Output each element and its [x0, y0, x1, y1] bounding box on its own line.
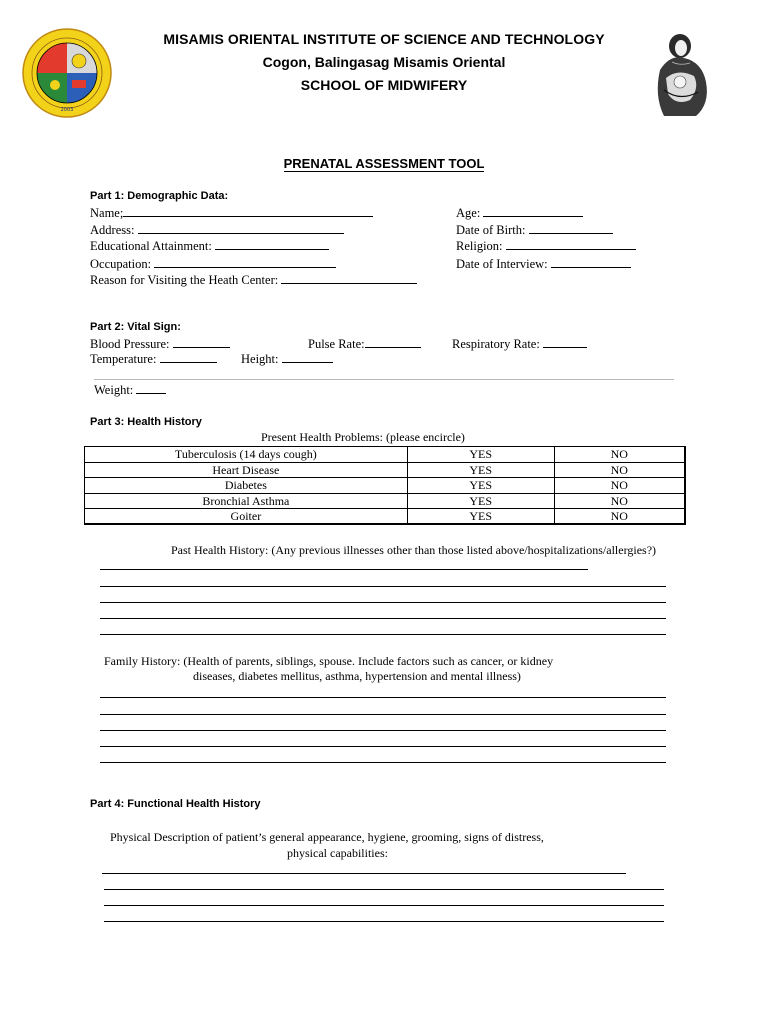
yes-option[interactable]: YES — [407, 493, 554, 509]
reason-line[interactable] — [281, 273, 417, 284]
interview-line[interactable] — [551, 257, 631, 268]
temp-label: Temperature: — [90, 352, 157, 366]
age-label: Age: — [456, 206, 481, 220]
family-history-line-4[interactable] — [100, 746, 666, 747]
institute-address: Cogon, Balingasag Misamis Oriental — [262, 54, 506, 70]
family-history-line-3[interactable] — [100, 730, 666, 731]
no-option[interactable]: NO — [554, 509, 685, 525]
past-history-line-4[interactable] — [100, 618, 666, 619]
weight-line[interactable] — [136, 383, 166, 394]
past-history-line-3[interactable] — [100, 602, 666, 603]
interview-label: Date of Interview: — [456, 257, 548, 271]
education-label: Educational Attainment: — [90, 239, 212, 253]
name-line[interactable] — [123, 206, 373, 217]
address-line[interactable] — [138, 223, 344, 234]
yes-option[interactable]: YES — [407, 478, 554, 494]
form-title-text: PRENATAL ASSESSMENT TOOL — [283, 156, 485, 171]
no-option[interactable]: NO — [554, 447, 685, 463]
past-history-caption: Past Health History: (Any previous illnesses other than those listed above/hospitalizations/allergies?) — [171, 543, 657, 557]
family-history-caption-1: Family History: (Health of parents, siblings, spouse. Include factors such as cancer, or kidney — [104, 654, 554, 668]
pulse-line[interactable] — [365, 337, 421, 348]
bp-line[interactable] — [173, 337, 230, 348]
seal-year: 2003 — [60, 107, 74, 113]
name-label: Name; — [90, 206, 124, 220]
no-option[interactable]: NO — [554, 478, 685, 494]
table-row — [85, 509, 686, 525]
reason-label: Reason for Visiting the Heath Center: — [90, 273, 279, 287]
physical-line-3[interactable] — [104, 905, 664, 906]
bp-label: Blood Pressure: — [90, 337, 170, 351]
institute-name: MISAMIS ORIENTAL INSTITUTE OF SCIENCE AND TECHNOLOGY — [163, 31, 605, 47]
table-row — [85, 493, 686, 509]
occupation-line[interactable] — [154, 257, 336, 268]
age-field[interactable] — [456, 206, 583, 221]
interview-field[interactable] — [456, 257, 631, 272]
height-field[interactable] — [241, 352, 333, 367]
yes-option[interactable]: YES — [407, 509, 554, 525]
dob-line[interactable] — [529, 223, 613, 234]
temp-line[interactable] — [160, 352, 217, 363]
part4-heading: Part 4: Functional Health History — [90, 798, 261, 810]
table-row — [85, 462, 686, 478]
yes-option[interactable]: YES — [407, 462, 554, 478]
problem-cell: Bronchial Asthma — [85, 493, 408, 509]
height-label: Height: — [241, 352, 279, 366]
physical-line-1[interactable] — [102, 873, 626, 874]
school-name: SCHOOL OF MIDWIFERY — [300, 77, 468, 93]
family-history-line-1[interactable] — [100, 697, 666, 698]
physical-caption-2: physical capabilities: — [287, 846, 388, 860]
health-problems-table — [84, 446, 686, 525]
education-field[interactable] — [90, 239, 329, 254]
weight-label: Weight: — [94, 383, 134, 397]
reason-field[interactable] — [90, 273, 417, 288]
dob-label: Date of Birth: — [456, 223, 526, 237]
religion-label: Religion: — [456, 239, 503, 253]
problem-cell: Diabetes — [85, 478, 408, 494]
pulse-label: Pulse Rate: — [308, 337, 365, 351]
problem-cell: Tuberculosis (14 days cough) — [85, 447, 408, 463]
occupation-field[interactable] — [90, 257, 336, 272]
past-history-line-1[interactable] — [100, 569, 588, 570]
religion-line[interactable] — [506, 239, 636, 250]
physical-line-2[interactable] — [104, 889, 664, 890]
education-line[interactable] — [215, 239, 329, 250]
part2-heading: Part 2: Vital Sign: — [90, 321, 181, 333]
temp-field[interactable] — [90, 352, 217, 367]
problem-cell: Heart Disease — [85, 462, 408, 478]
weight-field[interactable] — [94, 383, 166, 398]
name-field[interactable] — [90, 206, 373, 221]
part1-heading: Part 1: Demographic Data: — [90, 190, 229, 202]
resp-field[interactable] — [452, 337, 587, 352]
family-history-line-2[interactable] — [100, 714, 666, 715]
physical-caption-1: Physical Description of patient’s general appearance, hygiene, grooming, signs of distress, — [110, 830, 544, 844]
table-row — [85, 447, 686, 463]
yes-option[interactable]: YES — [407, 447, 554, 463]
past-history-line-2[interactable] — [100, 586, 666, 587]
family-history-caption-2: diseases, diabetes mellitus, asthma, hypertension and mental illness) — [193, 669, 521, 683]
resp-label: Respiratory Rate: — [452, 337, 540, 351]
past-history-line-5[interactable] — [100, 634, 666, 635]
address-field[interactable] — [90, 223, 344, 238]
family-history-line-5[interactable] — [100, 762, 666, 763]
physical-line-4[interactable] — [104, 921, 664, 922]
religion-field[interactable] — [456, 239, 636, 254]
part3-heading: Part 3: Health History — [90, 416, 202, 428]
section-divider — [94, 379, 674, 380]
present-health-caption: Present Health Problems: (please encircle) — [261, 430, 465, 444]
table-row — [85, 478, 686, 494]
form-title — [0, 156, 768, 171]
height-line[interactable] — [282, 352, 333, 363]
dob-field[interactable] — [456, 223, 613, 238]
resp-line[interactable] — [543, 337, 587, 348]
no-option[interactable]: NO — [554, 493, 685, 509]
address-label: Address: — [90, 223, 135, 237]
problem-cell: Goiter — [85, 509, 408, 525]
age-line[interactable] — [483, 206, 583, 217]
bp-field[interactable] — [90, 337, 230, 352]
no-option[interactable]: NO — [554, 462, 685, 478]
pulse-field[interactable] — [308, 337, 421, 352]
occupation-label: Occupation: — [90, 257, 152, 271]
